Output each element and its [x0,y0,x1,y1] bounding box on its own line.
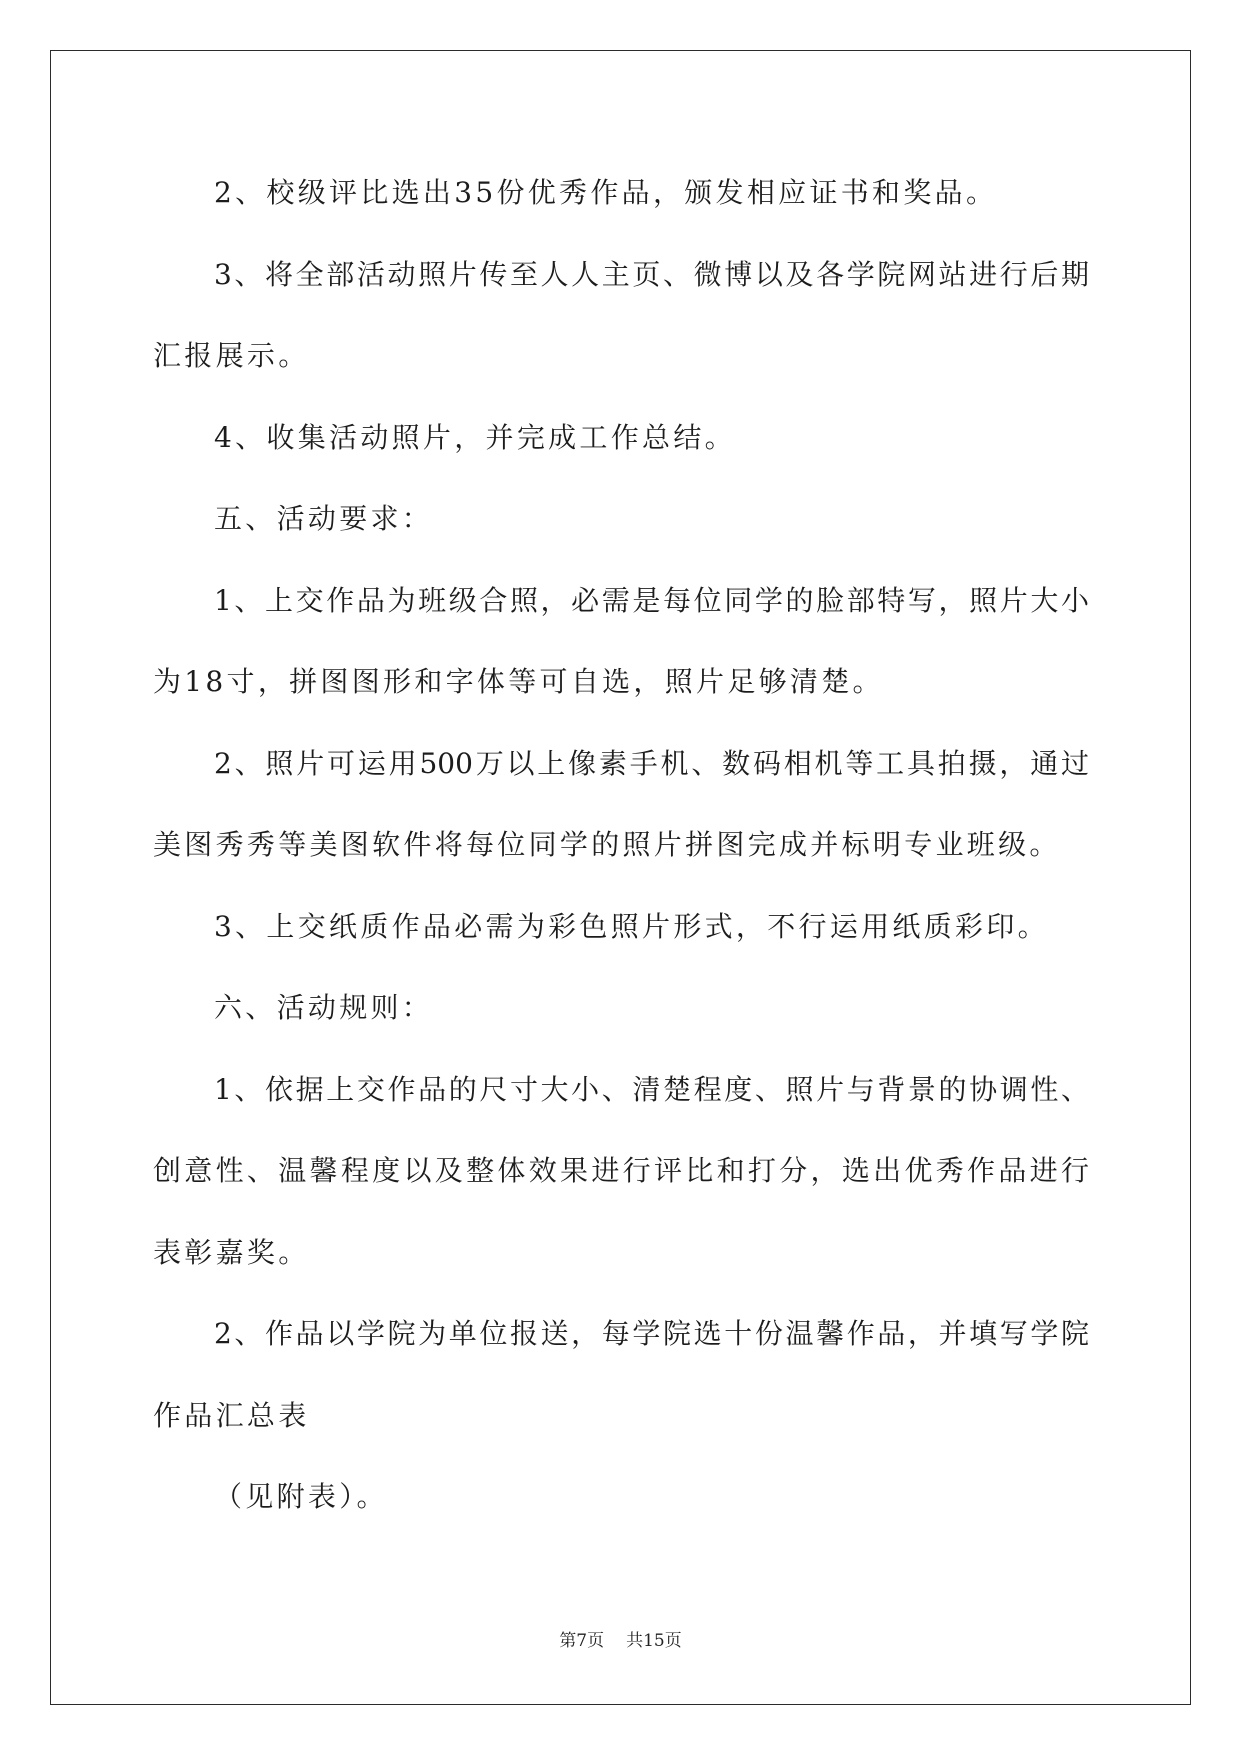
section-heading [153,967,1113,1049]
paragraph-line: 美图秀秀等美图软件将每位同学的照片拼图完成并标明专业班级。 [153,828,1061,861]
paragraph-line: 表彰嘉奖。 [153,1235,310,1269]
page-number: 第7页 [559,1631,605,1651]
paragraph-line: 2、作品以学院为单位报送，每学院选十份温馨作品，并填写学院 [214,1317,1089,1350]
paragraph-line: 2、校级评比选出35份优秀作品，颁发相应证书和奖品。 [214,176,998,209]
paragraph [153,1293,1113,1456]
paragraph-line: 为18寸，拼图图形和字体等可自选，照片足够清楚。 [153,665,884,698]
paragraph [153,1049,1113,1294]
paragraph-line: 3、将全部活动照片传至人人主页、微博以及各学院网站进行后期 [214,257,1089,291]
paragraph [153,886,1113,968]
paragraph-line: 汇报展示。 [153,339,310,372]
paragraph-line: 作品汇总表 [153,1398,310,1432]
paragraph-line: 1、依据上交作品的尺寸大小、清楚程度、照片与背景的协调性、 [214,1072,1089,1106]
section-heading [153,478,1113,560]
paragraph [153,560,1113,723]
paragraph-line: 创意性、温馨程度以及整体效果进行评比和打分，选出优秀作品进行 [153,1154,1089,1187]
paragraph-line: 4、收集活动照片，并完成工作总结。 [214,420,736,454]
document-body [153,152,1113,1538]
section-heading-text: 五、活动要求： [214,502,434,535]
section-heading-text: 六、活动规则： [214,991,434,1024]
paragraph [153,1456,1113,1538]
paragraph [153,234,1113,397]
paragraph-line: 1、上交作品为班级合照，必需是每位同学的脸部特写，照片大小 [214,583,1089,617]
page-footer [0,1628,1241,1654]
paragraph [153,152,1113,234]
paragraph [153,397,1113,479]
paragraph-line: 2、照片可运用500万以上像素手机、数码相机等工具拍摄，通过 [214,746,1089,780]
paragraph [153,723,1113,886]
page-total: 共15页 [626,1631,682,1651]
paragraph-line: （见附表）。 [214,1480,388,1513]
paragraph-line: 3、上交纸质作品必需为彩色照片形式，不行运用纸质彩印。 [214,909,1049,943]
